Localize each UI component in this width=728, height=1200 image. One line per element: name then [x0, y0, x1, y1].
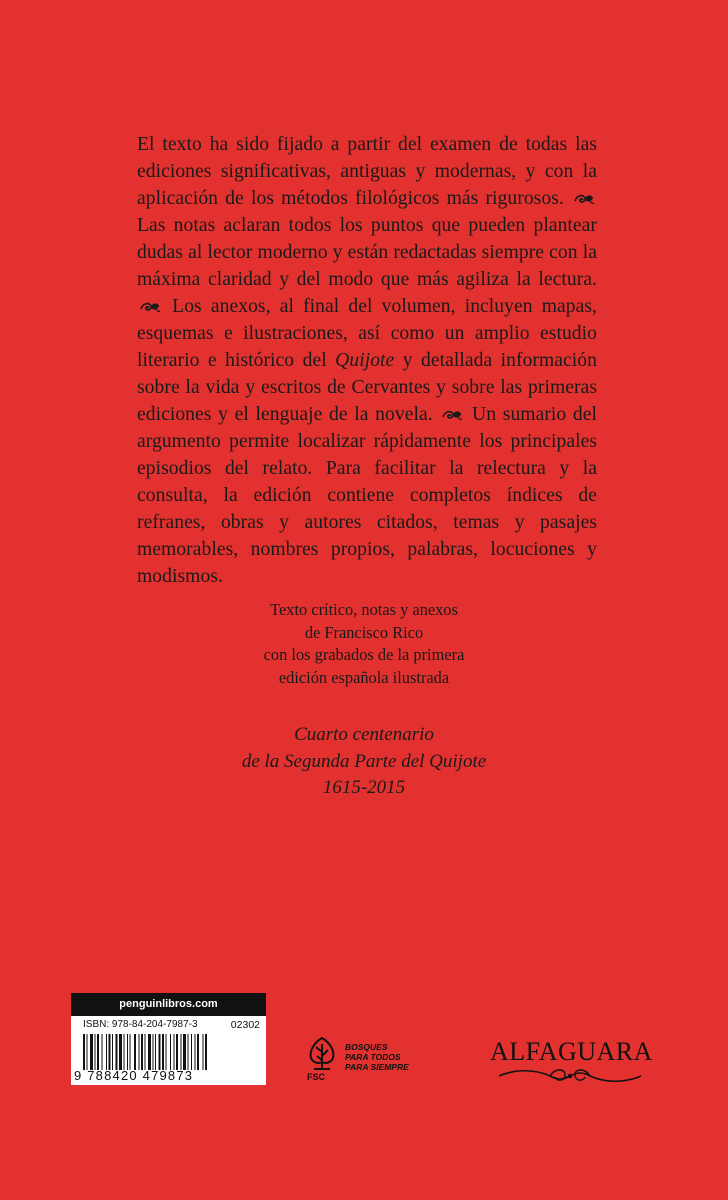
- blurb-sentence-notes: Las notas aclaran todos los puntos que pueden plantear dudas al lector moderno y están redactadas siempre con la máxima claridad y del modo que más agiliza la lectura.: [137, 215, 597, 290]
- fsc-tree-icon: [305, 1036, 339, 1072]
- isbn-row: [83, 1019, 260, 1031]
- blurb-sentence-annexes-end: y detallada información sobre la vida y escritos de Cervantes y sobre las primeras ediciones y el lenguaje de la novela.: [137, 350, 597, 425]
- centenary-note: [0, 722, 728, 802]
- price-code: 02302: [230, 1019, 260, 1031]
- fsc-slogan-line: BOSQUES: [345, 1042, 388, 1052]
- blurb-sentence-text-fixing: El texto ha sido fijado a partir del examen de todas las ediciones significativas, antiguas y modernas, y con la aplicación de los métodos filológicos más rigurosos.: [137, 134, 597, 209]
- barcode-bars: [83, 1034, 259, 1070]
- centenary-line: de la Segunda Parte del Quijote: [241, 750, 487, 772]
- back-cover-blurb: [137, 131, 597, 590]
- publisher-logo: [490, 1037, 653, 1087]
- credits-line: edición española ilustrada: [278, 667, 450, 687]
- hedera-ornament-icon: [573, 192, 595, 206]
- fsc-logo: [305, 1036, 425, 1084]
- centenary-years: 1615-2015: [322, 777, 406, 798]
- publisher-name: ALFAGUARA: [490, 1037, 653, 1066]
- fsc-slogan-line: PARA TODOS: [345, 1052, 401, 1062]
- fsc-slogan-line: PARA SIEMPRE: [345, 1062, 409, 1072]
- credits-line: Texto crítico, notas y anexos: [270, 600, 458, 619]
- edition-credits: [0, 599, 728, 689]
- centenary-line: Cuarto centenario: [294, 724, 434, 745]
- hedera-ornament-icon: [441, 408, 463, 422]
- publisher-website: penguinlibros.com: [71, 993, 266, 1016]
- fsc-label: FSC: [307, 1072, 325, 1082]
- credits-line: con los grabados de la primera: [263, 645, 465, 664]
- credits-line: de Francisco Rico: [304, 622, 424, 642]
- flourish-icon: [495, 1065, 645, 1087]
- hedera-ornament-icon: [139, 300, 161, 314]
- blurb-sentence-annexes: Los anexos, al final del volumen, incluyen mapas, esquemas e ilustraciones, así como un amplio estudio literario e histórico del: [137, 296, 597, 371]
- fsc-slogan: [345, 1042, 425, 1072]
- blurb-sentence-summary: Un sumario del argumento permite localizar rápidamente los principales episodios del relato. Para facilitar la relectura y la consulta, la edición contiene completos índices de refranes, obras y autores citados, temas y pasajes memorables, nombres propios, palabras, locuciones y modismos.: [137, 404, 598, 587]
- ean-number: 9 788420 479873: [74, 1068, 194, 1083]
- isbn-number: ISBN: 978-84-204-7987-3: [83, 1019, 198, 1030]
- blurb-title-quijote: Quijote: [335, 350, 395, 371]
- barcode-label: [71, 993, 266, 1085]
